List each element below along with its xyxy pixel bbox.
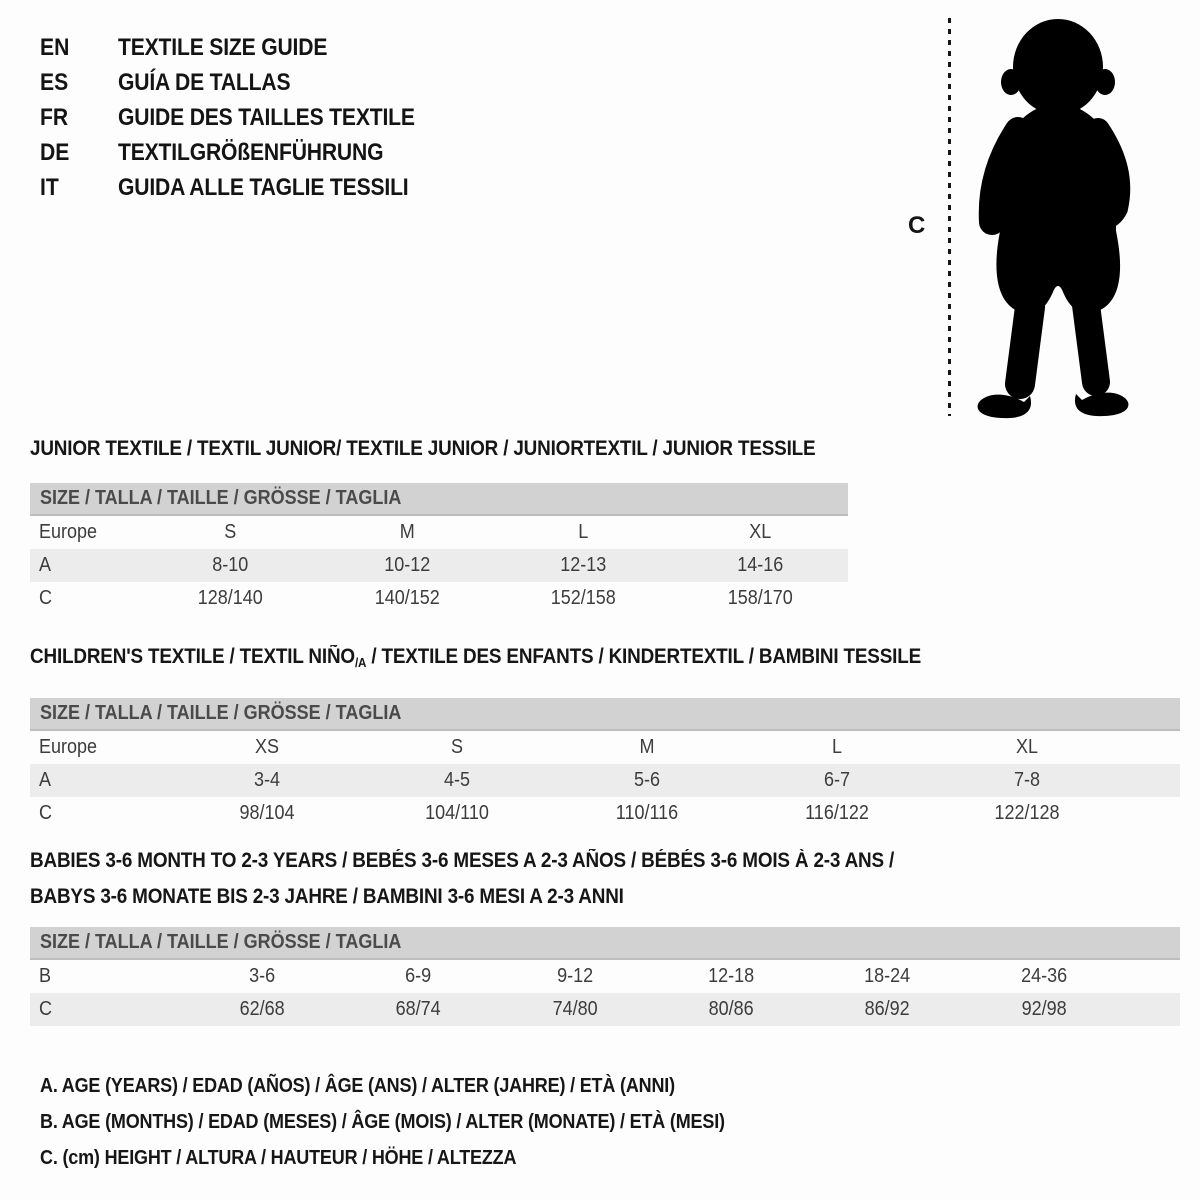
heading-text: / TEXTILE DES ENFANTS / KINDERTEXTIL / BAMBINI TESSILE (366, 645, 922, 668)
table-row-height (30, 582, 848, 615)
row-label: C (39, 998, 53, 1020)
babies-section-heading-line1: BABIES 3-6 MONTH TO 2-3 YEARS / BEBÉS 3-6 MESES A 2-3 AÑOS / BÉBÉS 3-6 MOIS À 2-3 ANS / (30, 849, 895, 872)
height-cell: 140/152 (374, 587, 440, 609)
language-row-de (40, 135, 455, 170)
note-age-years: A. AGE (YEARS) / EDAD (AÑOS) / ÂGE (ANS) / ALTER (JAHRE) / ETÀ (ANNI) (40, 1075, 675, 1097)
size-header-label: SIZE / TALLA / TAILLE / GRÖSSE / TAGLIA (40, 702, 402, 724)
language-title-list (40, 30, 455, 205)
age-cell: 12-13 (560, 554, 607, 576)
note-height-cm: C. (cm) HEIGHT / ALTURA / HAUTEUR / HÖHE / ALTEZZA (40, 1147, 517, 1169)
heading-text: CHILDREN'S TEXTILE / TEXTIL NIÑO (30, 645, 355, 668)
heading-subscript: /A (354, 655, 367, 670)
height-cell: 110/116 (615, 802, 679, 824)
language-row-es (40, 65, 455, 100)
age-cell: 3-4 (253, 769, 281, 791)
table-row-height (30, 797, 1180, 830)
age-cell: 18-24 (864, 965, 911, 987)
height-cell: 74/80 (552, 998, 598, 1020)
children-section-heading (30, 645, 1065, 675)
language-code: FR (40, 103, 69, 131)
babies-section-heading-line2: BABYS 3-6 MONATE BIS 2-3 JAHRE / BAMBINI 3-6 MESI A 2-3 ANNI (30, 885, 624, 908)
size-header-bar (30, 698, 1180, 731)
height-cell: 98/104 (239, 802, 295, 824)
language-row-it (40, 170, 455, 205)
junior-section-heading: JUNIOR TEXTILE / TEXTIL JUNIOR/ TEXTILE JUNIOR / JUNIORTEXTIL / JUNIOR TESSILE (30, 437, 816, 460)
language-code: DE (40, 138, 70, 166)
row-label: B (39, 965, 52, 987)
height-measure-dashed-line (948, 18, 951, 416)
language-row-fr (40, 100, 455, 135)
row-label: Europe (39, 521, 98, 543)
language-row-en (40, 30, 455, 65)
table-row-age (30, 549, 848, 582)
row-label: C (39, 802, 53, 824)
height-cell: 152/158 (550, 587, 616, 609)
babies-textile-section (30, 843, 1180, 1026)
height-cell: 128/140 (197, 587, 263, 609)
height-cell: 86/92 (864, 998, 911, 1020)
age-cell: 9-12 (556, 965, 593, 987)
height-cell: 68/74 (395, 998, 442, 1020)
guide-title: TEXTILE SIZE GUIDE (118, 33, 328, 61)
height-cell: 104/110 (425, 802, 489, 824)
table-row-height (30, 993, 1180, 1026)
note-age-months: B. AGE (MONTHS) / EDAD (MESES) / ÂGE (MOIS) / ALTER (MONATE) / ETÀ (MESI) (40, 1111, 725, 1133)
age-cell: 4-5 (443, 769, 471, 791)
height-cell: 80/86 (708, 998, 754, 1020)
guide-title: GUIDE DES TAILLES TEXTILE (118, 103, 415, 131)
row-label: C (39, 587, 53, 609)
guide-title: TEXTILGRÖßENFÜHRUNG (118, 138, 384, 166)
size-cell: M (399, 521, 415, 543)
row-label: A (39, 554, 52, 576)
age-cell: 5-6 (633, 769, 661, 791)
size-cell: M (639, 736, 655, 758)
language-code: EN (40, 33, 70, 61)
age-cell: 10-12 (383, 554, 430, 576)
junior-textile-section (30, 437, 848, 615)
table-row-europe (30, 516, 848, 549)
legend-notes (40, 1068, 801, 1176)
height-cell: 62/68 (239, 998, 285, 1020)
language-code: ES (40, 68, 69, 96)
age-cell: 12-18 (708, 965, 755, 987)
table-row-europe (30, 731, 1180, 764)
table-row-age-months (30, 960, 1180, 993)
height-cell: 158/170 (727, 587, 793, 609)
age-cell: 6-9 (405, 965, 432, 987)
size-cell: XL (748, 521, 771, 543)
size-cell: S (224, 521, 237, 543)
height-cell: 92/98 (1021, 998, 1067, 1020)
size-header-bar (30, 483, 848, 516)
height-measure-label: C (908, 212, 926, 239)
size-header-label: SIZE / TALLA / TAILLE / GRÖSSE / TAGLIA (40, 487, 402, 509)
age-cell: 24-36 (1020, 965, 1067, 987)
height-cell: 116/122 (805, 802, 869, 824)
row-label: Europe (39, 736, 98, 758)
language-code: IT (40, 173, 59, 201)
size-cell: L (578, 521, 589, 543)
age-cell: 14-16 (736, 554, 783, 576)
size-header-bar (30, 927, 1180, 960)
row-label: A (39, 769, 52, 791)
size-header-label: SIZE / TALLA / TAILLE / GRÖSSE / TAGLIA (40, 931, 402, 953)
age-cell: 3-6 (249, 965, 276, 987)
guide-title: GUÍA DE TALLAS (118, 68, 291, 96)
table-row-age (30, 764, 1180, 797)
age-cell: 7-8 (1013, 769, 1041, 791)
toddler-silhouette-shapes (978, 19, 1129, 418)
size-cell: S (450, 736, 464, 758)
size-cell: XS (254, 736, 280, 758)
age-cell: 8-10 (212, 554, 249, 576)
age-cell: 6-7 (823, 769, 851, 791)
guide-title: GUIDA ALLE TAGLIE TESSILI (118, 173, 409, 201)
height-cell: 122/128 (994, 802, 1060, 824)
toddler-silhouette-icon (958, 12, 1148, 430)
size-cell: L (831, 736, 843, 758)
size-cell: XL (1015, 736, 1039, 758)
children-textile-section (30, 645, 1180, 830)
